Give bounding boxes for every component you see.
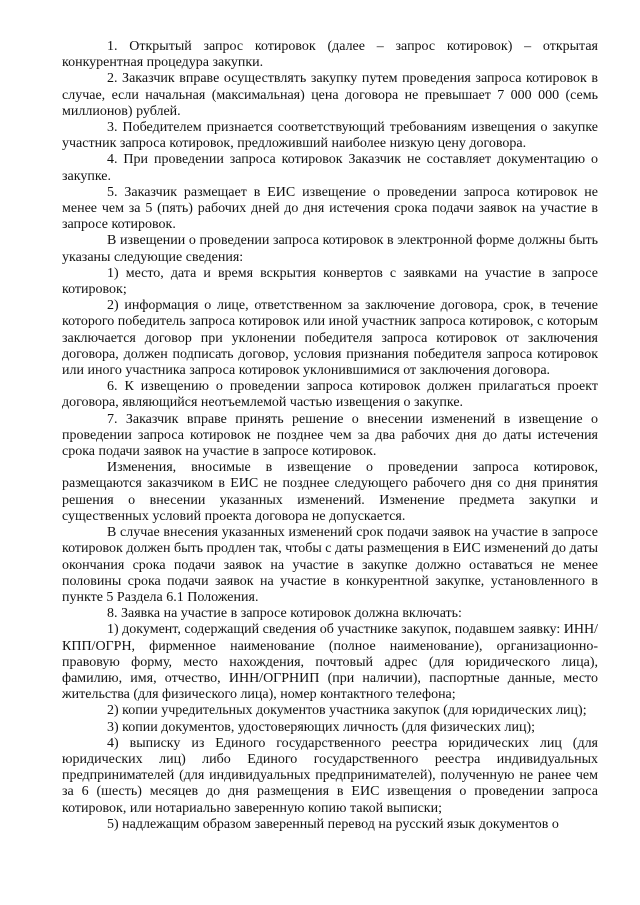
paragraph-amendments-publication: Изменения, вносимые в извещение о проведении запроса котировок, размещаются заказчиком в ЕИС не позднее следующего рабочего дня со дня принятия решения о внесении указанных изменений. Изменение предмета закупки и существенных условий проекта договора не допускается. — [62, 460, 598, 524]
paragraph-notice-contents-intro: В извещении о проведении запроса котировок в электронной форме должны быть указаны следующие сведения: — [62, 233, 598, 265]
paragraph-5-notice-publication: 5. Заказчик размещает в ЕИС извещение о проведении запроса котировок не менее чем за 5 (пять) рабочих дней до дня истечения срока подачи заявок на участие в запросе котировок. — [62, 184, 598, 233]
list-item-application-1: 1) документ, содержащий сведения об участнике закупок, подавшем заявку: ИНН/КПП/ОГРН, фирменное наименование (полное наименование), организационно-правовую форму, место нахождения, почтовый адрес (для юридического лица), фамилию, имя, отчество, ИНН/ОГРНИП (при наличии), паспортные данные, место жительства (для физического лица), номер контактного телефона; — [62, 622, 598, 703]
list-item-application-2: 2) копии учредительных документов участника закупок (для юридических лиц); — [107, 703, 587, 719]
paragraph-deadline-extension: В случае внесения указанных изменений срок подачи заявок на участие в запросе котировок должен быть продлен так, чтобы с даты размещения в ЕИС изменений до даты окончания срока подачи заявок на участие в закупке должно оставаться не менее половины срока подачи заявок на участие в конкурентной закупке, установленного в пункте 5 Раздела 6.1 Положения. — [62, 525, 598, 605]
paragraph-3-winner: 3. Победителем признается соответствующий требованиям извещения о закупке участник запроса котировок, предложивший наиболее низкую цену договора. — [62, 120, 598, 152]
list-item-application-5: 5) надлежащим образом заверенный перевод на русский язык документов о — [107, 816, 559, 832]
document-page — [62, 39, 598, 833]
paragraph-6-draft-contract: 6. К извещению о проведении запроса котировок должен прилагаться проект договора, являющийся неотъемлемой частью извещения о закупке. — [62, 379, 598, 411]
paragraph-8-application-contents: 8. Заявка на участие в запросе котировок должна включать: — [107, 606, 462, 622]
paragraph-2-right-to-procure: 2. Заказчик вправе осуществлять закупку путем проведения запроса котировок в случае, если начальная (максимальная) цена договора не превышает 7 000 000 (семь миллионов) рублей. — [62, 71, 598, 119]
paragraph-4-no-documentation: 4. При проведении запроса котировок Заказчик не составляет документацию о закупке. — [62, 152, 598, 184]
list-item-application-3: 3) копии документов, удостоверяющих личность (для физических лиц); — [107, 719, 536, 735]
paragraph-1-open-request: 1. Открытый запрос котировок (далее – запрос котировок) – открытая конкурентная процедура закупки. — [62, 39, 598, 71]
list-item-notice-1: 1) место, дата и время вскрытия конвертов с заявками на участие в запросе котировок; — [62, 265, 598, 298]
list-item-application-4: 4) выписку из Единого государственного реестра юридических лиц (для юридических лиц) либо Единого государственного реестра индивидуальных предпринимателей (для индивидуальных предпринимателей), полученную не ранее чем за 6 (шесть) месяцев до дня размещения в ЕИС извещения о проведении запроса котировок, или нотариально заверенную копию такой выписки; — [62, 735, 598, 816]
list-item-notice-2: 2) информация о лице, ответственном за заключение договора, срок, в течение которого победитель запроса котировок или иной участник запроса котировок, с которым заключается договор при уклонении победителя запроса котировок от заключения договора, должен подписать договор, условия признания победителя запроса котировок или иного участника запроса котировок уклонившимися от заключения договора. — [62, 298, 598, 379]
paragraph-7-amendments: 7. Заказчик вправе принять решение о внесении изменений в извещение о проведении запроса котировок не позднее чем за два рабочих дня до даты истечения срока подачи заявок на участие в запросе котировок. — [62, 411, 598, 460]
